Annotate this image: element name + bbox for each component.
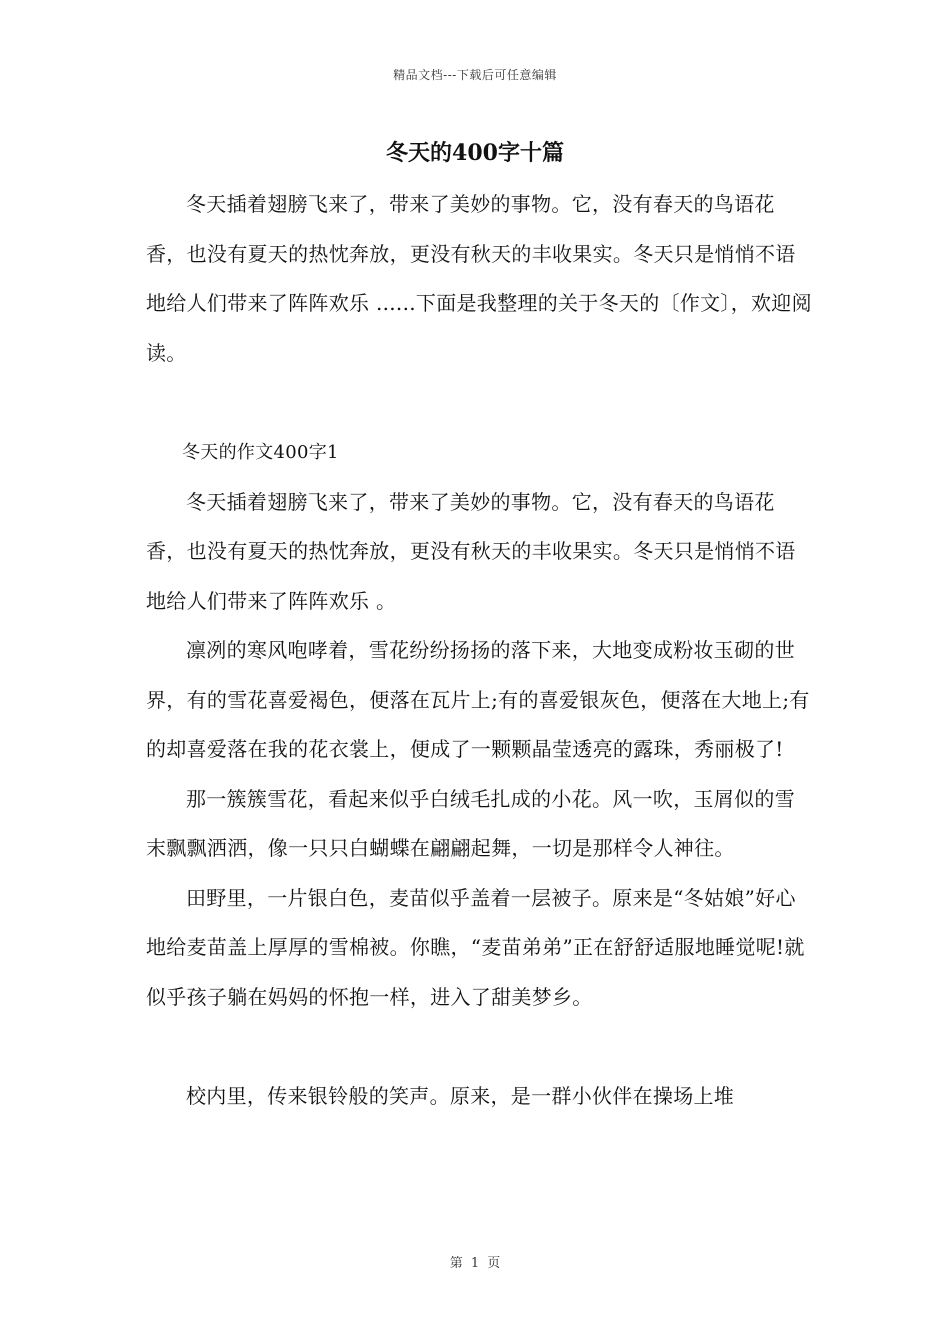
intro-paragraph: 冬天插着翅膀飞来了，带来了美妙的事物。它，没有春天的鸟语花香，也没有夏天的热忱奔放，更没有秋天的丰收果实。冬天只是悄悄不语地给人们带来了阵阵欢乐 ......下面是我整理的关于冬天的〔作文〕，欢迎阅读。: [146, 192, 812, 365]
document-title: 冬天的400字十篇: [386, 140, 564, 166]
spacer: [146, 1022, 814, 1072]
document-body: [146, 180, 814, 1122]
body-paragraph-1: 冬天插着翅膀飞来了，带来了美妙的事物。它，没有春天的鸟语花香，也没有夏天的热忱奔放，更没有秋天的丰收果实。冬天只是悄悄不语地给人们带来了阵阵欢乐 。: [146, 489, 796, 613]
page-header: 精品文档---下载后可任意编辑: [393, 68, 557, 82]
page-number: 第 1 页: [449, 1256, 501, 1271]
body-paragraph-5: 校内里，传来银铃般的笑声。原来，是一群小伙伴在操场上堆: [186, 1084, 735, 1108]
body-paragraph-2: 凛冽的寒风咆哮着，雪花纷纷扬扬的落下来，大地变成粉妆玉砌的世界，有的雪花喜爱褐色，便落在瓦片上;有的喜爱银灰色，便落在大地上;有的却喜爱落在我的花衣裳上，便成了一颗颗晶莹透亮的露珠，秀丽极了!: [146, 638, 810, 761]
spacer: [146, 378, 814, 428]
body-paragraph-3: 那一簇簇雪花，看起来似乎白绒毛扎成的小花。风一吹，玉屑似的雪末飘飘洒洒，像一只只白蝴蝶在翩翩起舞，一切是那样令人神往。: [146, 786, 795, 860]
body-paragraph-4: 田野里，一片银白色，麦苗似乎盖着一层被子。原来是“冬姑娘”好心地给麦苗盖上厚厚的雪棉被。你瞧，“麦苗弟弟”正在舒舒适服地睡觉呢!就似乎孩子躺在妈妈的怀抱一样，进入了甜美梦乡。: [146, 885, 805, 1009]
section-heading: 冬天的作文400字1: [182, 442, 339, 463]
